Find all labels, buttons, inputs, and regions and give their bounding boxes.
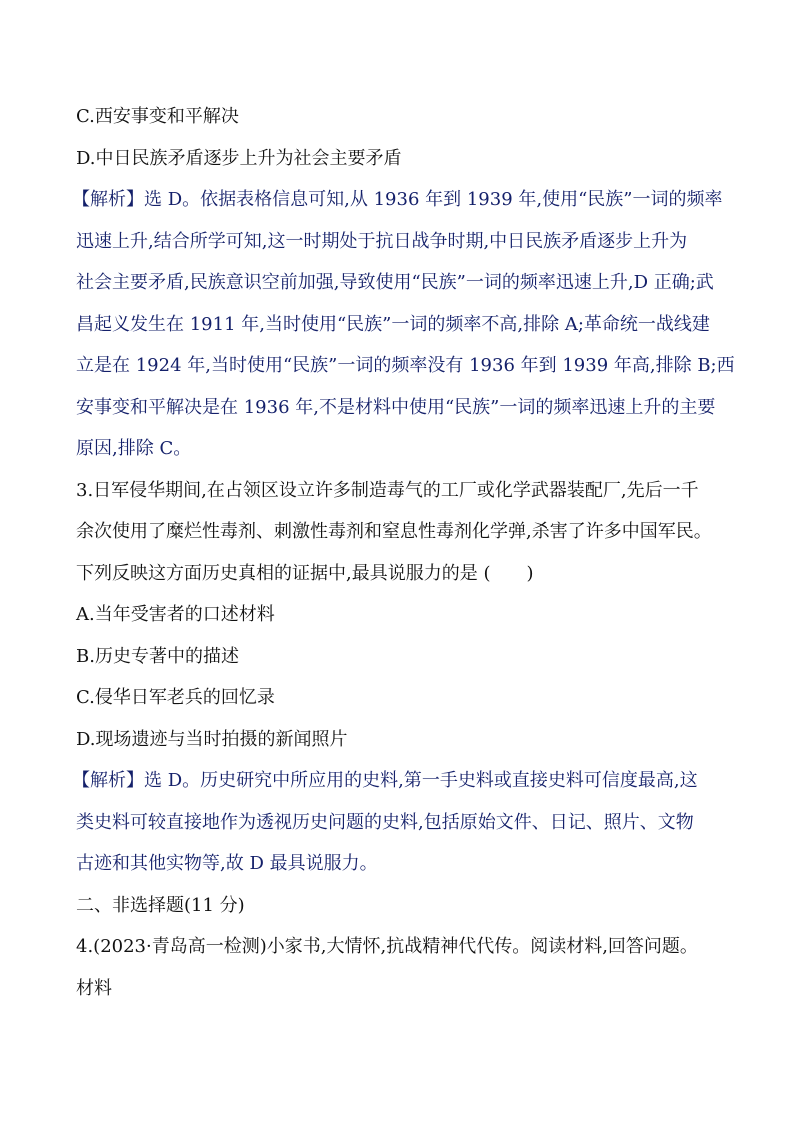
document-page <box>72 96 735 1009</box>
question-3-line-3: 下列反映这方面历史真相的证据中,最具说服力的是 ( ) <box>76 562 534 584</box>
option-d-q3: D.现场遗迹与当时拍摄的新闻照片 <box>76 728 348 750</box>
question-3-line-1: 3.日军侵华期间,在占领区设立许多制造毒气的工厂或化学武器装配厂,先后一千 <box>76 479 699 501</box>
analysis-q3-line-1 <box>72 760 724 802</box>
analysis-text: 选 D。依据表格信息可知,从 1936 年到 1939 年,使用“民族”一词的频率 <box>144 189 723 210</box>
analysis-label: 【解析】 <box>72 770 144 791</box>
option-b-q3: B.历史专著中的描述 <box>76 645 239 667</box>
analysis-q2-line-1 <box>72 179 724 221</box>
option-a-q3: A.当年受害者的口述材料 <box>76 604 275 625</box>
section-heading: 二、非选择题(11 分) <box>76 894 245 916</box>
analysis-q3-line-2: 类史料可较直接地作为透视历史问题的史料,包括原始文件、日记、照片、文物 <box>76 811 694 833</box>
analysis-q2-line-4: 昌起义发生在 1911 年,当时使用“民族”一词的频率不高,排除 A;革命统一战线建 <box>76 313 710 335</box>
option-d-q2: D.中日民族矛盾逐步上升为社会主要矛盾 <box>76 147 402 169</box>
analysis-q2-line-2: 迅速上升,结合所学可知,这一时期处于抗日战争时期,中日民族矛盾逐步上升为 <box>76 230 688 252</box>
question-3-line-2: 余次使用了糜烂性毒剂、刺激性毒剂和窒息性毒剂化学弹,杀害了许多中国军民。 <box>76 521 712 542</box>
option-c-q2: C.西安事变和平解决 <box>76 106 239 127</box>
analysis-q3-line-3: 古迹和其他实物等,故 D 最具说服力。 <box>76 853 378 874</box>
analysis-q2-line-7: 原因,排除 C。 <box>76 438 192 459</box>
question-4: 4.(2023·青岛高一检测)小家书,大情怀,抗战精神代代传。阅读材料,回答问题。 <box>76 936 698 957</box>
analysis-q2-line-3: 社会主要矛盾,民族意识空前加强,导致使用“民族”一词的频率迅速上升,D 正确;武 <box>76 272 714 293</box>
analysis-q2-line-5: 立是在 1924 年,当时使用“民族”一词的频率没有 1936 年到 1939 年高,排除 B;西 <box>76 355 735 376</box>
option-c-q3: C.侵华日军老兵的回忆录 <box>76 687 275 708</box>
analysis-label: 【解析】 <box>72 189 144 210</box>
analysis-q2-line-6: 安事变和平解决是在 1936 年,不是材料中使用“民族”一词的频率迅速上升的主要 <box>76 396 716 418</box>
analysis-text: 选 D。历史研究中所应用的史料,第一手史料或直接史料可信度最高,这 <box>144 770 698 791</box>
material-label: 材料 <box>76 977 112 999</box>
